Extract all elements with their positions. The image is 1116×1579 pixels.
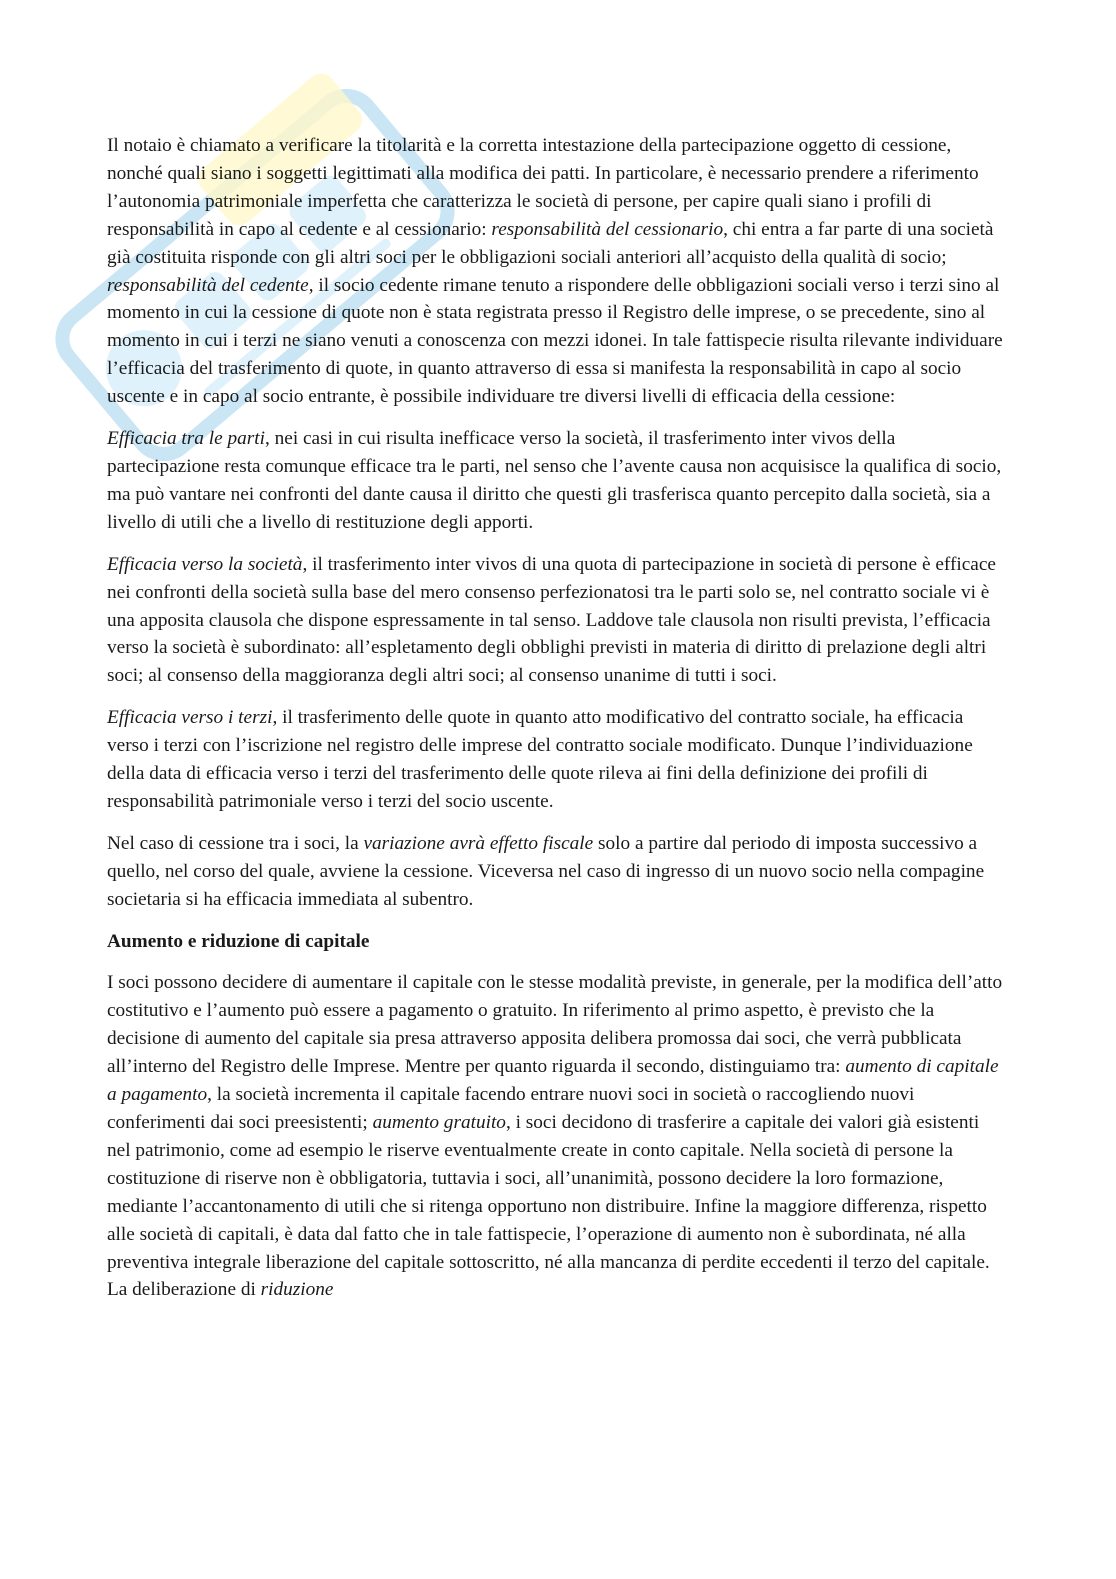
italic-term: Efficacia tra le parti	[107, 428, 265, 450]
italic-term: aumento gratuito	[372, 1112, 506, 1133]
italic-term: variazione avrà effetto fiscale	[363, 832, 594, 854]
paragraph-text: Nel caso di cessione tra i soci, la	[107, 832, 364, 854]
document-body	[107, 132, 1007, 1318]
italic-term: riduzione	[260, 1279, 334, 1301]
body-paragraph	[107, 704, 1007, 816]
paragraph-text: I soci possono decidere di aumentare il capitale con le stesse modalità previste, in generale, per la modifica dell’atto costitutivo e l’aumento può essere a pagamento o gratuito. In riferimento al primo aspetto, è previsto che la decisione di aumento del capitale sia presa attraverso apposita delibera promossa dai soci, che verrà pubblicata all’interno del Registro delle Imprese. Mentre per quanto riguarda il secondo, distinguiamo tra:	[107, 972, 1003, 1078]
italic-term: responsabilità del cedente	[107, 274, 309, 296]
paragraph-text: , nei casi in cui risulta inefficace verso la società, il trasferimento inter vivos della partecipazione resta comunque efficace tra le parti, nel senso che l’avente causa non acquisisce la qualifica di socio, ma può vantare nei confronti del dante causa il diritto che questi gli trasferisca quanto percepito dalla società, sia a livello di utili che a livello di restituzione degli apporti.	[107, 428, 1002, 533]
italic-term: aumento di capitale a pagamento	[107, 1056, 999, 1106]
paragraph-text: Il notaio è chiamato a verificare la titolarità e la corretta intestazione della partecipazione oggetto di cessione, nonché quali siano i soggetti legittimati alla modifica dei patti. In particolare, è necessario prendere a riferimento l’autonomia patrimoniale imperfetta che caratterizza le società di persone, per capire quali siano i profili di responsabilità in capo al cedente e al cessionario:	[107, 135, 979, 240]
paragraph-text: , la società incrementa il capitale facendo entrare nuovi soci in società o raccogliendo nuovi conferimenti dai soci preesistenti;	[107, 1084, 915, 1133]
paragraph-text: solo a partire dal periodo di imposta successivo a quello, nel corso del quale, avviene la cessione. Viceversa nel caso di ingresso di un nuovo socio nella compagine societaria si ha efficacia immediata al subentro.	[107, 832, 985, 910]
paragraph-text: , il socio cedente rimane tenuto a rispondere delle obbligazioni sociali verso i terzi sino al momento in cui la cessione di quote non è stata registrata presso il Registro delle imprese, o se precedente, sino al momento in cui i terzi ne siano venuti a conoscenza con mezzi idonei. In tale fattispecie risulta rilevante individuare l’efficacia del trasferimento di quote, in quanto attraverso di essa si manifesta la responsabilità in capo al socio uscente e in capo al socio entrante, è possibile individuare tre diversi livelli di efficacia della cessione:	[107, 274, 1003, 408]
paragraph-text: , il trasferimento inter vivos di una quota di partecipazione in società di persone è efficace nei confronti della società sulla base del mero consenso perfezionatosi tra le parti solo se, nel contratto sociale vi è una apposita clausola che dispone espressamente in tal senso. Laddove tale clausola non risulti prevista, l’efficacia verso la società è subordinato: all’espletamento degli obblighi previsti in materia di diritto di prelazione degli altri soci; al consenso della maggioranza degli altri soci; al consenso unanime di tutti i soci.	[107, 553, 996, 687]
italic-term: responsabilità del cessionario	[491, 218, 724, 240]
body-paragraph	[107, 830, 1007, 914]
italic-term: Efficacia verso la società	[107, 553, 303, 575]
italic-term: Efficacia verso i terzi	[107, 707, 273, 729]
paragraph-text: , i soci decidono di trasferire a capitale dei valori già esistenti nel patrimonio, come ad esempio le riserve eventualmente create in conto capitale. Nella società di persone la costituzione di riserve non è obbligatoria, tuttavia i soci, all’unanimità, possono decidere la loro formazione, mediante l’accantonamento di utili che si ritenga opportuno non distribuire. Infine la maggiore differenza, rispetto alle società di capitali, è data dal fatto che in tale fattispecie, l’operazione di aumento non è subordinata, né alla preventiva integrale liberazione del capitale sottoscritto, né alla mancanza di perdite eccedenti il terzo del capitale. La deliberazione di	[107, 1112, 990, 1301]
body-paragraph	[107, 969, 1007, 1304]
body-paragraph	[107, 551, 1007, 691]
paragraph-text: , chi entra a far parte di una società già costituita risponde con gli altri soci per le obbligazioni sociali anteriori all’acquisto della qualità di socio;	[107, 218, 994, 268]
body-paragraph	[107, 425, 1007, 537]
paragraph-text: , il trasferimento delle quote in quanto atto modificativo del contratto sociale, ha efficacia verso i terzi con l’iscrizione nel registro delle imprese del contratto sociale modificato. Dunque l’individuazione della data di efficacia verso i terzi del trasferimento delle quote rileva ai fini della definizione dei profili di responsabilità patrimoniale verso i terzi del socio uscente.	[107, 707, 973, 812]
body-paragraph	[107, 132, 1007, 411]
section-heading: Aumento e riduzione di capitale	[107, 930, 370, 952]
